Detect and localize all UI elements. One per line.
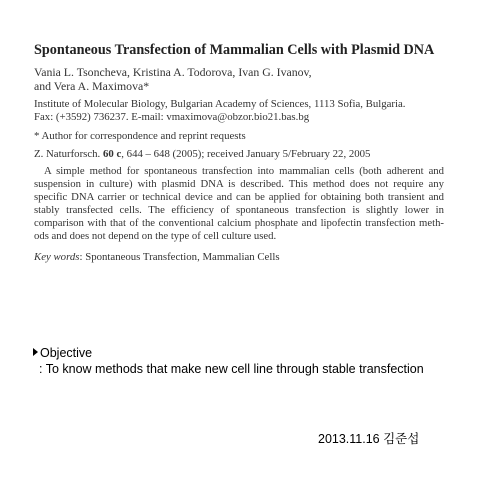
citation-details: , 644 – 648 (2005); received January 5/February 22, 2005 — [121, 147, 371, 160]
abstract-line: specific DNA carrier or technical device and can be applied for obtaining both transient — [34, 191, 429, 203]
bullet-triangle-icon — [33, 348, 38, 356]
objective-section — [33, 345, 463, 377]
abstract-line: A simple method for spontaneous transfection into mammalian cells (both adherent and — [44, 165, 444, 177]
objective-detail: : To know methods that make new cell line through stable transfection — [39, 362, 424, 376]
objective-heading: Objective — [40, 346, 93, 360]
paper-keywords — [34, 251, 444, 264]
citation-journal: Z. Naturforsch. — [34, 147, 101, 160]
keywords-label: Key words — [34, 251, 80, 263]
abstract-line: and stably transfected cells. The efficiency of spontaneous transfection is slightly lower in — [34, 191, 444, 216]
abstract-line: comparison with that of the conventional calcium phosphate and lipofectin transfection meth- — [34, 217, 444, 229]
abstract-line: ods and does not depend on the type of cell culture used. — [34, 230, 277, 242]
correspondence-note: * Author for correspondence and reprint requests — [34, 130, 246, 142]
keywords-text: : Spontaneous Transfection, Mammalian Cells — [79, 251, 280, 263]
paper-title: Spontaneous Transfection of Mammalian Cells with Plasmid DNA — [34, 42, 435, 58]
abstract-line: suspension in culture) with plasmid DNA is described. This method does not require any — [34, 178, 444, 190]
date-author-label: 2013.11.16 김준섭 — [318, 432, 420, 446]
contact-line: Fax: (+3592) 736237. E-mail: vmaximova@obzor.bio21.bas.bg — [34, 110, 310, 123]
paper-header-excerpt — [34, 42, 444, 264]
affiliation-line: Institute of Molecular Biology, Bulgarian Academy of Sciences, 1113 Sofia, Bulgaria. — [34, 98, 406, 110]
paper-affiliation — [34, 98, 444, 123]
author-line: and Vera A. Maximova* — [34, 79, 150, 93]
objective-heading-row — [33, 345, 463, 361]
citation-volume: 60 c — [102, 147, 122, 160]
paper-citation — [34, 148, 444, 161]
author-line: Vania L. Tsoncheva, Kristina A. Todorova, Ivan G. Ivanov, — [34, 65, 312, 79]
paper-authors — [34, 65, 444, 93]
paper-abstract — [34, 165, 444, 243]
